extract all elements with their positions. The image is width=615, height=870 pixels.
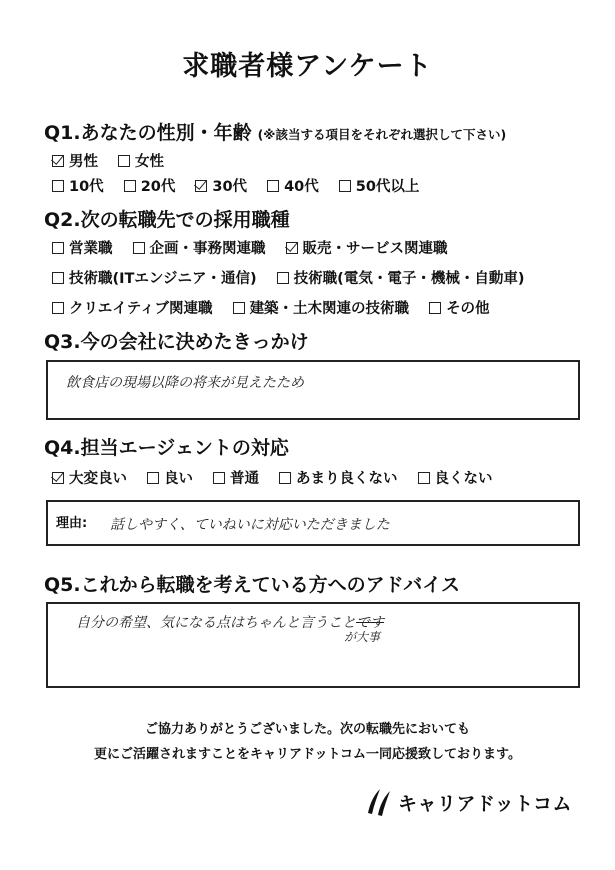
q1-age-row xyxy=(52,175,439,196)
option-label: 営業職 xyxy=(69,241,113,257)
checkbox-icon[interactable] xyxy=(339,180,351,192)
option-label: 20代 xyxy=(140,179,176,195)
checkbox-icon[interactable] xyxy=(133,242,145,254)
checkbox-icon[interactable] xyxy=(267,180,279,192)
option-label: 10代 xyxy=(69,179,104,195)
option-retail-service[interactable] xyxy=(286,237,448,258)
option-not-so-good[interactable] xyxy=(279,467,398,488)
q5-heading: Q5.これから転職を考えている方へのアドバイス xyxy=(44,574,461,596)
option-label: 普通 xyxy=(230,471,259,487)
option-very-good[interactable] xyxy=(52,467,127,488)
q4-reason-box[interactable] xyxy=(46,500,580,546)
option-label: 企画・事務関連職 xyxy=(149,241,266,257)
checkbox-icon[interactable] xyxy=(429,302,441,314)
checkbox-icon[interactable] xyxy=(118,155,130,167)
option-tech-electrical[interactable] xyxy=(277,267,525,288)
checkbox-icon[interactable] xyxy=(124,180,136,192)
q5-struck-text: です xyxy=(356,615,384,631)
checkbox-checked-icon[interactable] xyxy=(286,242,298,254)
option-label: 30代 xyxy=(212,179,248,195)
option-label: あまり良くない xyxy=(296,471,398,487)
closing-line-1: ご協力ありがとうございました。次の転職先においても xyxy=(144,722,470,737)
checkbox-icon[interactable] xyxy=(147,472,159,484)
option-label: クリエイティブ関連職 xyxy=(69,301,213,317)
q4-reason-text: 話しやすく、ていねいに対応いただきました xyxy=(110,517,390,533)
option-label: 販売・サービス関連職 xyxy=(302,241,448,257)
option-label: 良くない xyxy=(434,471,493,487)
page-title: 求職者様アンケート xyxy=(182,51,433,82)
q5-insert-text: が大事 xyxy=(344,630,381,644)
option-age-40s[interactable] xyxy=(267,175,319,196)
option-label: 女性 xyxy=(135,154,164,170)
option-age-50s-plus[interactable] xyxy=(339,175,420,196)
option-tech-it[interactable] xyxy=(52,267,257,288)
option-label: 50代以上 xyxy=(355,179,420,195)
reason-label: 理由: xyxy=(56,516,88,531)
q1-gender-row xyxy=(52,150,184,171)
q4-heading: Q4.担当エージェントの対応 xyxy=(44,437,289,459)
q1-note: (※該当する項目をそれぞれ選択して下さい) xyxy=(257,127,507,142)
q4-rating-row xyxy=(52,467,513,488)
checkbox-icon[interactable] xyxy=(52,272,64,284)
checkbox-checked-icon[interactable] xyxy=(195,180,207,192)
option-other[interactable] xyxy=(429,297,490,318)
q3-answer-box[interactable] xyxy=(46,360,580,420)
checkbox-icon[interactable] xyxy=(52,242,64,254)
checkbox-icon[interactable] xyxy=(279,472,291,484)
q5-answer-box[interactable] xyxy=(46,602,580,688)
option-sales[interactable] xyxy=(52,237,113,258)
checkbox-icon[interactable] xyxy=(213,472,225,484)
option-label: 技術職(ITエンジニア・通信) xyxy=(69,271,257,287)
option-bad[interactable] xyxy=(418,467,493,488)
option-label: その他 xyxy=(446,301,490,317)
checkbox-icon[interactable] xyxy=(277,272,289,284)
checkbox-checked-icon[interactable] xyxy=(52,155,64,167)
checkbox-icon[interactable] xyxy=(52,302,64,314)
checkbox-icon[interactable] xyxy=(52,180,64,192)
q1-heading-text: Q1.あなたの性別・年齢 xyxy=(44,122,252,144)
checkbox-icon[interactable] xyxy=(233,302,245,314)
closing-line-2: 更にご活躍されますことをキャリアドットコム一同応援致しております。 xyxy=(94,747,521,762)
company-logo-icon xyxy=(365,785,393,817)
checkbox-checked-icon[interactable] xyxy=(52,472,64,484)
q5-answer-text: 自分の希望、気になる点はちゃんと言うこと xyxy=(76,615,356,631)
option-label: 技術職(電気・電子・機械・自動車) xyxy=(293,271,525,287)
checkbox-icon[interactable] xyxy=(418,472,430,484)
option-label: 建築・土木関連の技術職 xyxy=(249,301,410,317)
q2-heading: Q2.次の転職先での採用職種 xyxy=(44,209,290,231)
option-label: 大変良い xyxy=(69,471,127,487)
option-planning-office[interactable] xyxy=(133,237,266,258)
q1-heading xyxy=(44,118,506,145)
option-female[interactable] xyxy=(118,150,164,171)
option-construction[interactable] xyxy=(233,297,410,318)
option-label: 40代 xyxy=(284,179,319,195)
q3-heading: Q3.今の会社に決めたきっかけ xyxy=(44,331,309,353)
option-age-10s[interactable] xyxy=(52,175,104,196)
company-logo-text: キャリアドットコム xyxy=(398,793,572,815)
option-label: 良い xyxy=(164,471,193,487)
option-good[interactable] xyxy=(147,467,193,488)
option-label: 男性 xyxy=(69,154,98,170)
option-age-20s[interactable] xyxy=(124,175,176,196)
option-male[interactable] xyxy=(52,150,98,171)
q2-row-3 xyxy=(52,297,510,318)
q2-row-1 xyxy=(52,237,468,258)
q5-answer-line xyxy=(76,612,384,632)
q2-row-2 xyxy=(52,267,544,288)
option-average[interactable] xyxy=(213,467,259,488)
q3-answer-text: 飲食店の現場以降の将来が見えたため xyxy=(66,375,304,391)
option-age-30s[interactable] xyxy=(195,175,247,196)
option-creative[interactable] xyxy=(52,297,213,318)
